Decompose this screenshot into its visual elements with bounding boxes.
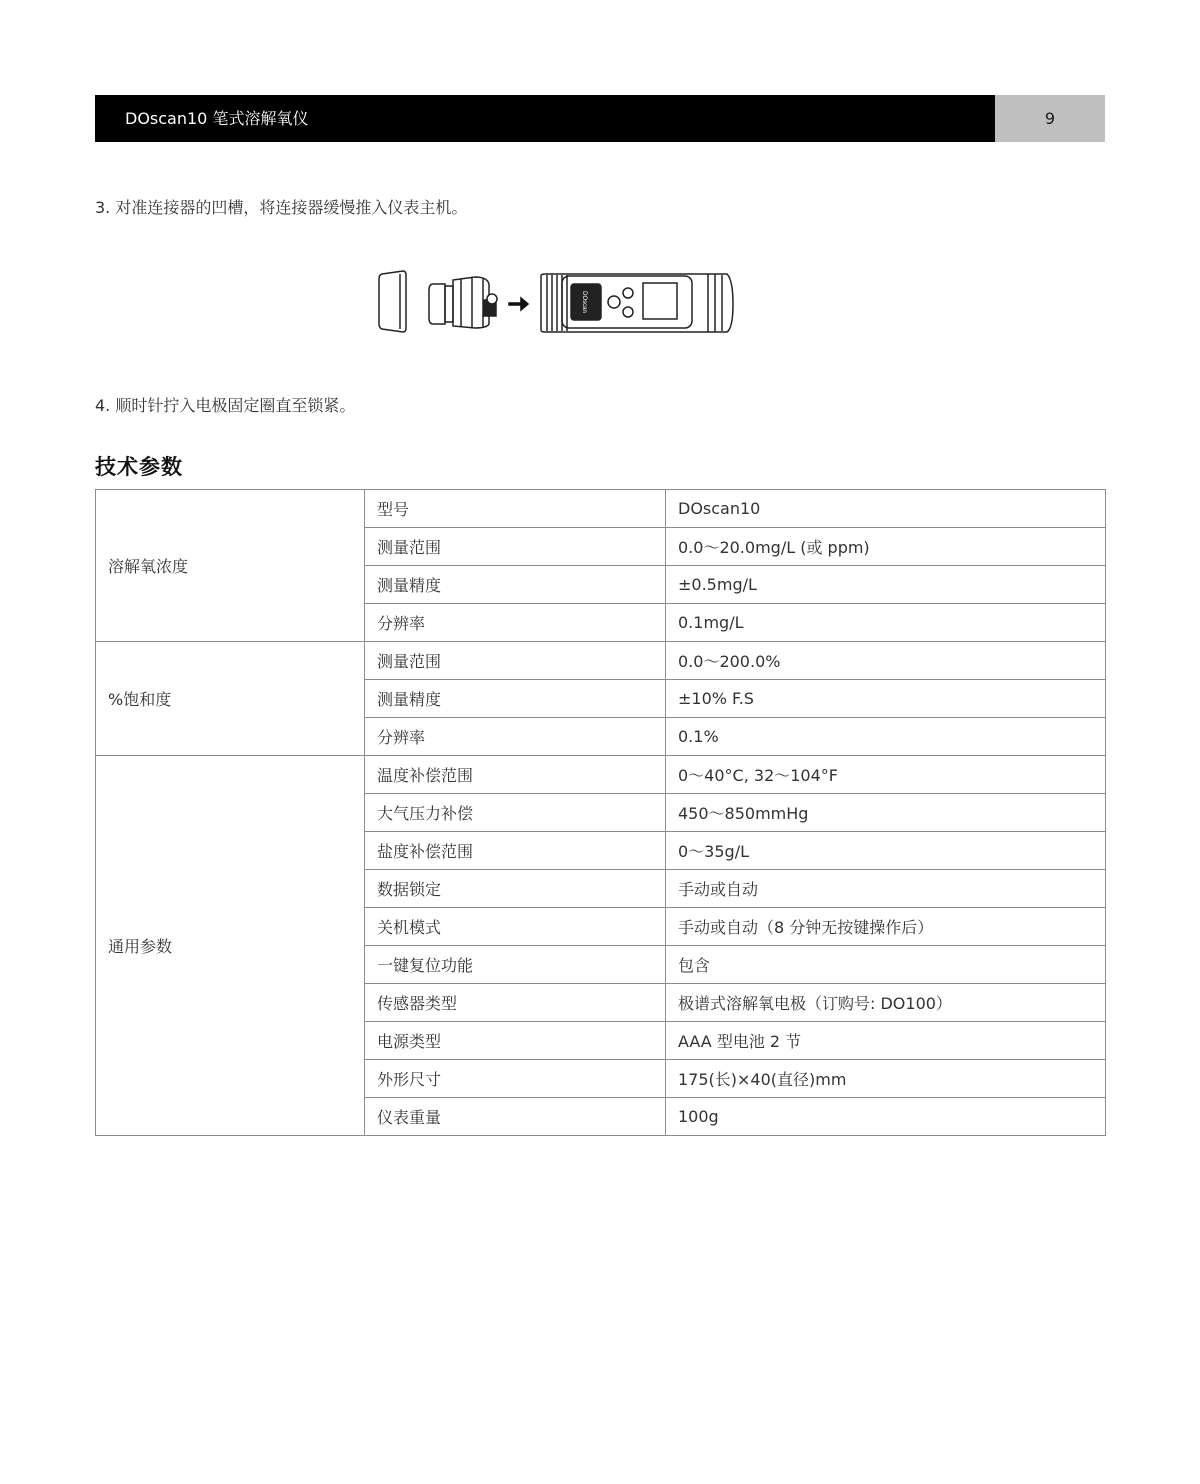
param-value: 0～35g/L [666, 832, 1106, 870]
electrode-cap-part [379, 271, 406, 332]
document-title: DOscan10 笔式溶解氧仪 [125, 109, 309, 128]
table-row [96, 490, 1106, 528]
param-value: ±0.5mg/L [666, 566, 1106, 604]
param-name: 仪表重量 [365, 1098, 666, 1136]
param-value: 0.0～20.0mg/L (或 ppm) [666, 528, 1106, 566]
param-value: DOscan10 [666, 490, 1106, 528]
param-name: 一键复位功能 [365, 946, 666, 984]
connector-part [429, 277, 497, 328]
param-name: 大气压力补偿 [365, 794, 666, 832]
group-name: 通用参数 [96, 756, 365, 1136]
param-value: 0～40°C, 32～104°F [666, 756, 1106, 794]
param-value: 0.1mg/L [666, 604, 1106, 642]
param-value: 手动或自动（8 分钟无按键操作后） [666, 908, 1106, 946]
step-4-text: 4. 顺时针拧入电极固定圈直至锁紧。 [95, 396, 356, 415]
param-name: 关机模式 [365, 908, 666, 946]
table-row [96, 642, 1106, 680]
assembly-illustration [375, 266, 737, 338]
param-name: 分辨率 [365, 718, 666, 756]
arrow-icon [509, 298, 528, 310]
page-number: 9 [995, 95, 1105, 142]
param-value: 175(长)×40(直径)mm [666, 1060, 1106, 1098]
table-row [96, 756, 1106, 794]
meter-body-part [541, 274, 733, 332]
page-header [95, 95, 1105, 142]
param-value: AAA 型电池 2 节 [666, 1022, 1106, 1060]
param-value: 手动或自动 [666, 870, 1106, 908]
param-name: 外形尺寸 [365, 1060, 666, 1098]
param-value: 0.1% [666, 718, 1106, 756]
step-3-text: 3. 对准连接器的凹槽，将连接器缓慢推入仪表主机。 [95, 198, 468, 217]
param-value: 包含 [666, 946, 1106, 984]
param-value: 0.0～200.0% [666, 642, 1106, 680]
param-name: 测量范围 [365, 528, 666, 566]
group-name: 溶解氧浓度 [96, 490, 365, 642]
param-name: 传感器类型 [365, 984, 666, 1022]
param-name: 分辨率 [365, 604, 666, 642]
param-value: ±10% F.S [666, 680, 1106, 718]
section-title: 技术参数 [95, 455, 183, 479]
param-name: 温度补偿范围 [365, 756, 666, 794]
param-name: 型号 [365, 490, 666, 528]
device-brand-label: DOscan [581, 291, 587, 313]
param-name: 电源类型 [365, 1022, 666, 1060]
param-name: 测量精度 [365, 566, 666, 604]
group-name: %饱和度 [96, 642, 365, 756]
param-value: 极谱式溶解氧电极（订购号: DO100） [666, 984, 1106, 1022]
param-value: 100g [666, 1098, 1106, 1136]
param-name: 数据锁定 [365, 870, 666, 908]
param-name: 测量精度 [365, 680, 666, 718]
param-value: 450～850mmHg [666, 794, 1106, 832]
param-name: 盐度补偿范围 [365, 832, 666, 870]
param-name: 测量范围 [365, 642, 666, 680]
spec-table [95, 489, 1106, 1136]
